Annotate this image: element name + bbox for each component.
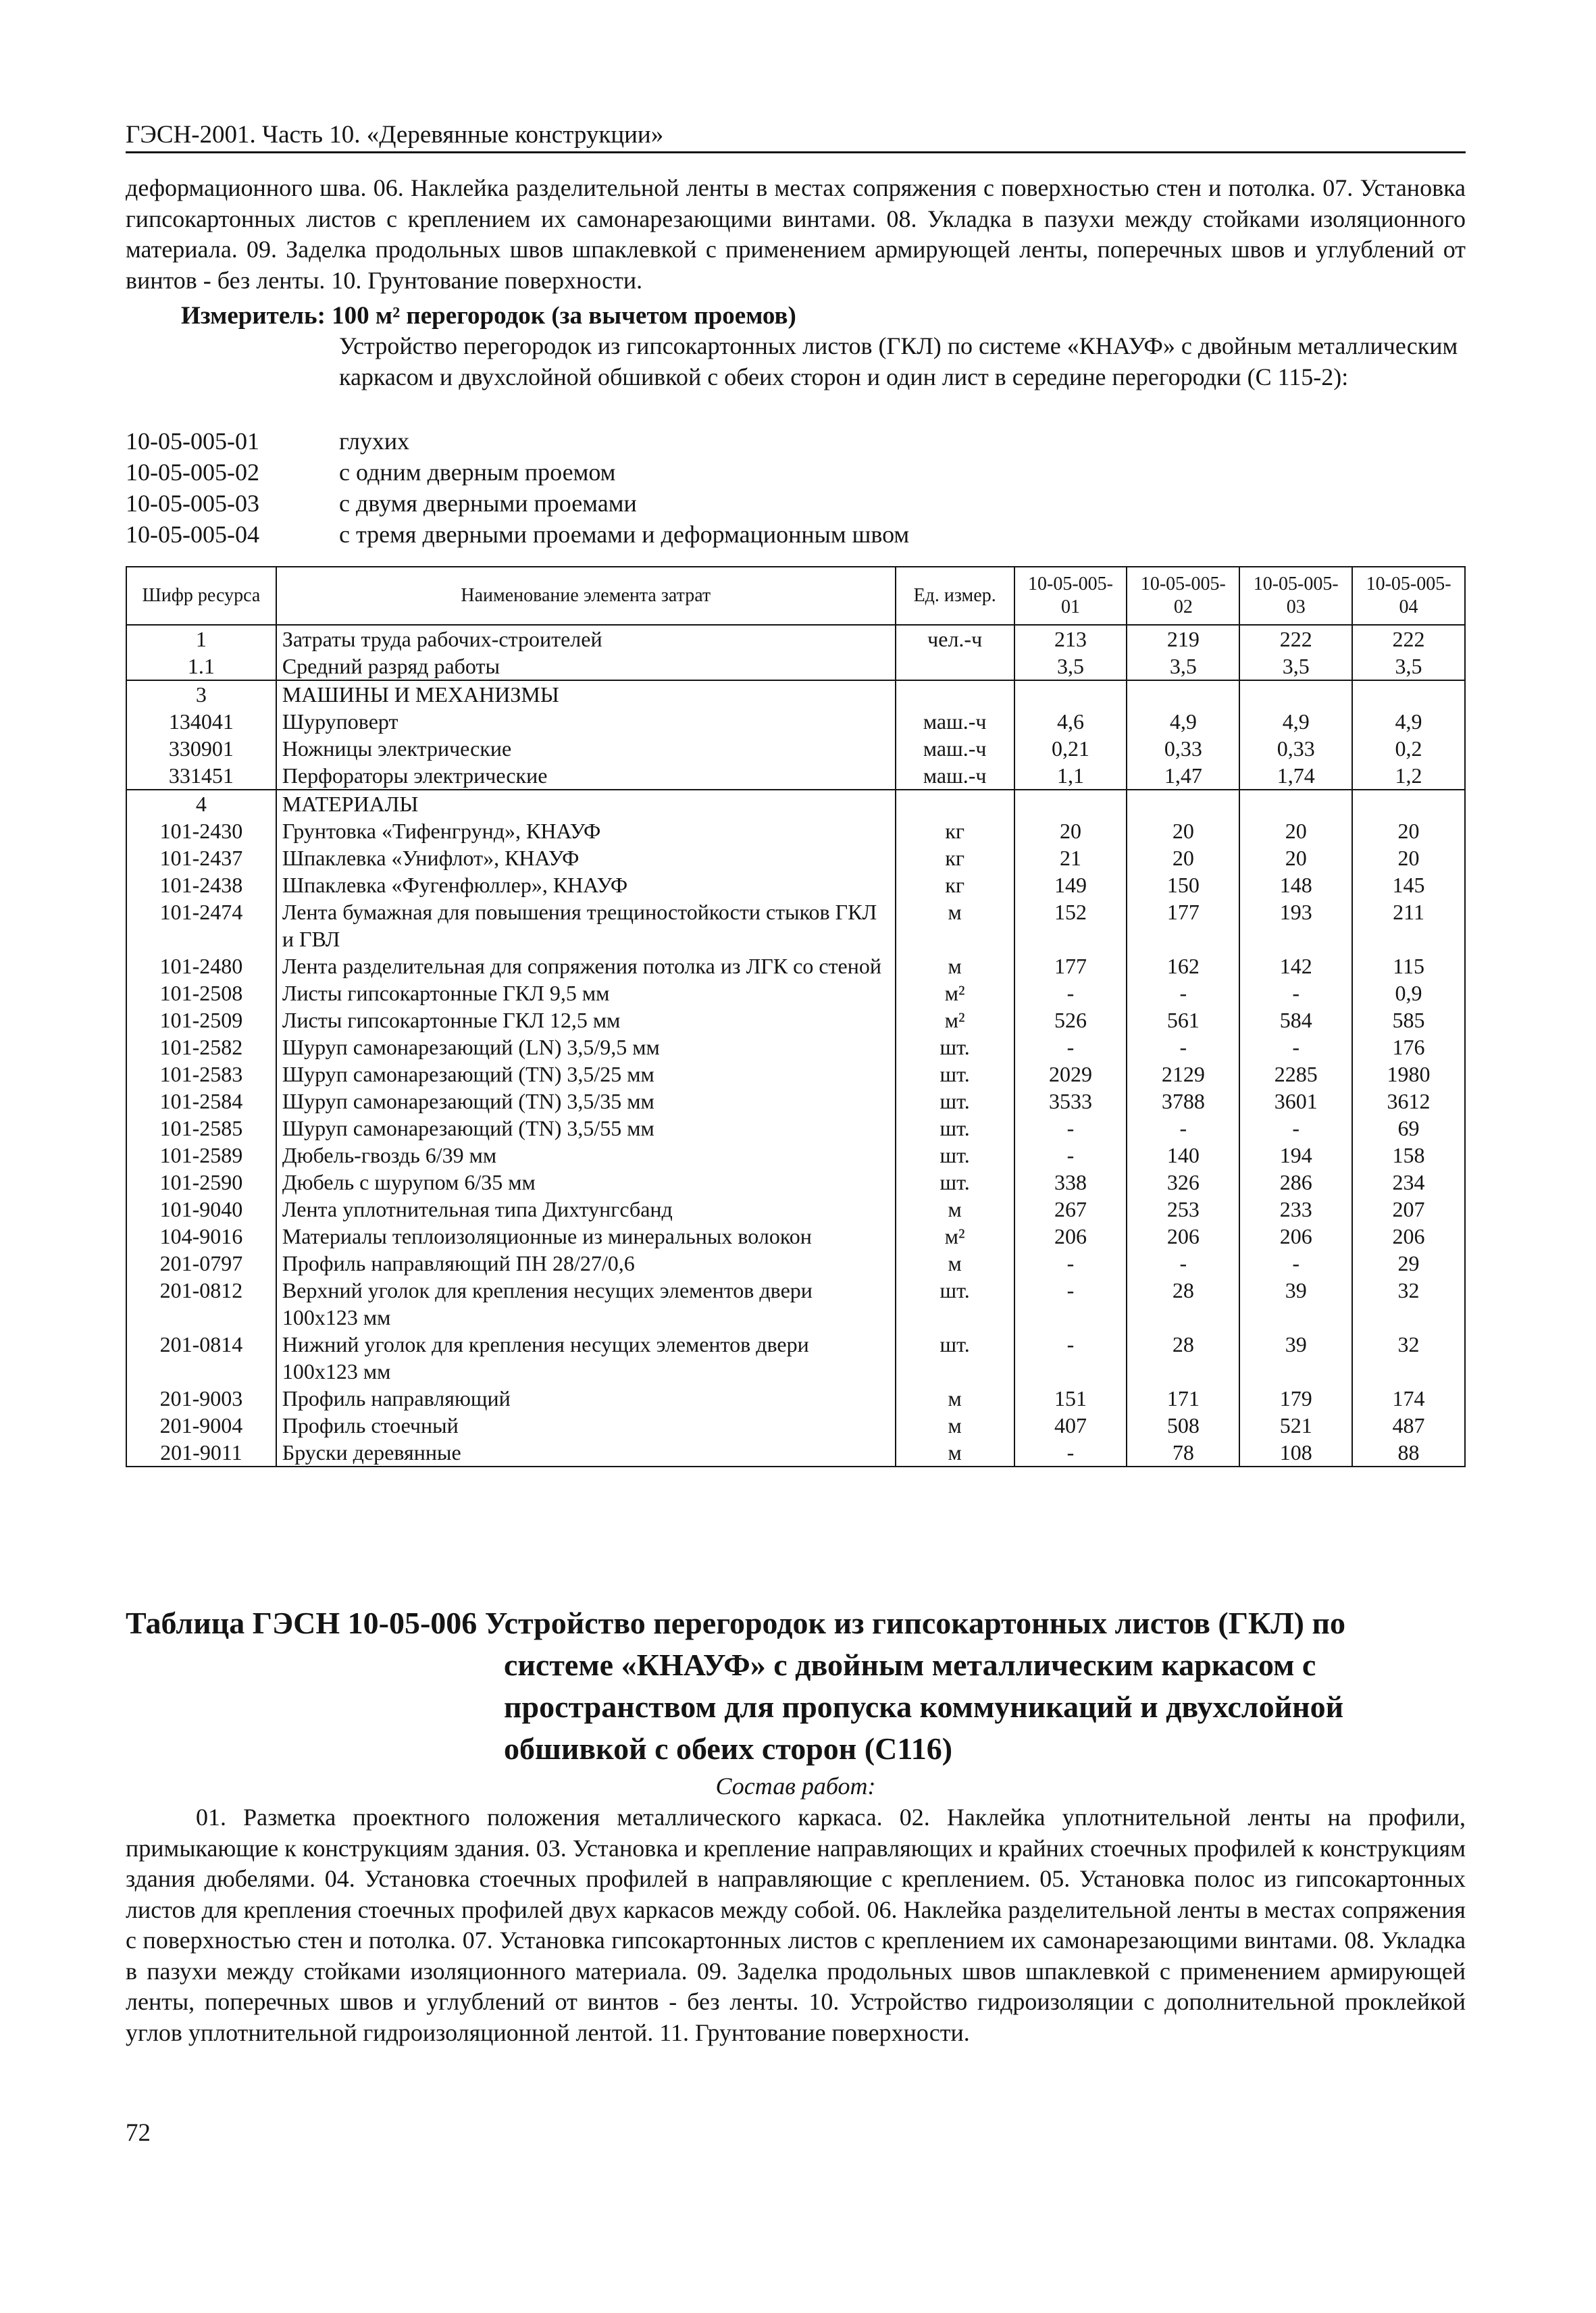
norm-04-cell xyxy=(1352,790,1465,817)
norm-01-cell: 213 xyxy=(1014,625,1127,653)
norm-02-cell: 326 xyxy=(1127,1169,1239,1196)
resource-code-cell: 101-2509 xyxy=(126,1007,276,1034)
norm-01-cell: - xyxy=(1014,1250,1127,1277)
variant-code: 10-05-005-01 xyxy=(126,428,259,455)
cost-element-cell: Шуруп самонарезающий (TN) 3,5/25 мм xyxy=(276,1061,896,1088)
norm-03-cell: 108 xyxy=(1239,1439,1352,1467)
norm-03-cell: 4,9 xyxy=(1239,708,1352,735)
resource-code-cell: 330901 xyxy=(126,735,276,762)
norm-03-cell: 521 xyxy=(1239,1412,1352,1439)
cost-element-cell: Шуруп самонарезающий (LN) 3,5/9,5 мм xyxy=(276,1034,896,1061)
norm-01-cell: 1,1 xyxy=(1014,762,1127,790)
unit-cell xyxy=(896,653,1014,680)
table-row xyxy=(126,762,1465,790)
unit-cell: м xyxy=(896,952,1014,980)
norm-02-cell xyxy=(1127,680,1239,708)
table-row xyxy=(126,680,1465,708)
norm-01-cell: 338 xyxy=(1014,1169,1127,1196)
cost-element-cell: Нижний уголок для крепления несущих элементов двери 100х123 мм xyxy=(276,1331,896,1385)
norm-01-cell: 4,6 xyxy=(1014,708,1127,735)
unit-cell: шт. xyxy=(896,1169,1014,1196)
norm-04-cell: 3612 xyxy=(1352,1088,1465,1115)
resource-code-cell: 201-0812 xyxy=(126,1277,276,1331)
unit-cell: м² xyxy=(896,1223,1014,1250)
norm-03-cell: 3601 xyxy=(1239,1088,1352,1115)
table-row xyxy=(126,952,1465,980)
variant-name: с тремя дверными проемами и деформационным швом xyxy=(339,521,910,548)
table-row xyxy=(126,871,1465,898)
cost-element-cell: Листы гипсокартонные ГКЛ 12,5 мм xyxy=(276,1007,896,1034)
page-number: 72 xyxy=(126,2119,151,2147)
resource-table xyxy=(126,566,1466,1467)
resource-code-cell: 101-2584 xyxy=(126,1088,276,1115)
cost-element-cell: Верхний уголок для крепления несущих элементов двери 100х123 мм xyxy=(276,1277,896,1331)
norm-02-cell: 28 xyxy=(1127,1331,1239,1385)
cost-element-cell: Лента бумажная для повышения трещиностойкости стыков ГКЛ и ГВЛ xyxy=(276,898,896,952)
resource-code-cell: 101-9040 xyxy=(126,1196,276,1223)
norm-04-cell: 20 xyxy=(1352,844,1465,871)
resource-code-cell: 101-2430 xyxy=(126,817,276,844)
cost-element-cell: Шпаклевка «Фугенфюллер», КНАУФ xyxy=(276,871,896,898)
norm-02-cell: 206 xyxy=(1127,1223,1239,1250)
norm-02-cell: - xyxy=(1127,980,1239,1007)
table-row xyxy=(126,1412,1465,1439)
table-header-row xyxy=(126,567,1465,625)
cost-element-cell: Материалы теплоизоляционные из минеральных волокон xyxy=(276,1223,896,1250)
variant-name: глухих xyxy=(339,428,410,455)
norm-04-cell: 32 xyxy=(1352,1277,1465,1331)
variant-code: 10-05-005-03 xyxy=(126,490,259,517)
resource-code-cell: 101-2474 xyxy=(126,898,276,952)
table-row xyxy=(126,1034,1465,1061)
resource-code-cell: 101-2508 xyxy=(126,980,276,1007)
unit-cell: кг xyxy=(896,817,1014,844)
norm-03-cell: 3,5 xyxy=(1239,653,1352,680)
unit-cell: маш.-ч xyxy=(896,735,1014,762)
cost-element-cell: Грунтовка «Тифенгрунд», КНАУФ xyxy=(276,817,896,844)
cost-element-cell: МАШИНЫ И МЕХАНИЗМЫ xyxy=(276,680,896,708)
running-header: ГЭСН-2001. Часть 10. «Деревянные конструкции» xyxy=(126,120,1466,153)
norm-04-cell: 174 xyxy=(1352,1385,1465,1412)
table-row xyxy=(126,1331,1465,1385)
resource-code-cell: 104-9016 xyxy=(126,1223,276,1250)
norm-03-cell: - xyxy=(1239,1250,1352,1277)
norm-02-cell: 78 xyxy=(1127,1439,1239,1467)
variant-list xyxy=(126,426,1466,550)
norm-04-cell: 211 xyxy=(1352,898,1465,952)
norm-04-cell: 206 xyxy=(1352,1223,1465,1250)
resource-code-cell: 201-0797 xyxy=(126,1250,276,1277)
norm-04-cell: 145 xyxy=(1352,871,1465,898)
norm-04-cell: 176 xyxy=(1352,1034,1465,1061)
unit-cell: шт. xyxy=(896,1088,1014,1115)
table-row xyxy=(126,1385,1465,1412)
resource-code-cell: 101-2480 xyxy=(126,952,276,980)
cost-element-cell: Шуруп самонарезающий (TN) 3,5/55 мм xyxy=(276,1115,896,1142)
unit-cell: м xyxy=(896,1385,1014,1412)
norm-04-cell: 487 xyxy=(1352,1412,1465,1439)
norm-02-cell: 561 xyxy=(1127,1007,1239,1034)
norm-01-cell: 149 xyxy=(1014,871,1127,898)
norm-01-cell: - xyxy=(1014,1034,1127,1061)
unit-cell: кг xyxy=(896,844,1014,871)
variant-item xyxy=(126,426,1466,457)
norm-03-cell xyxy=(1239,680,1352,708)
norm-01-cell: 21 xyxy=(1014,844,1127,871)
norm-02-cell: 3,5 xyxy=(1127,653,1239,680)
table-row xyxy=(126,898,1465,952)
norm-01-cell: 526 xyxy=(1014,1007,1127,1034)
norm-01-cell: - xyxy=(1014,1115,1127,1142)
norm-02-cell: - xyxy=(1127,1115,1239,1142)
variant-item xyxy=(126,488,1466,519)
norm-03-cell: 1,74 xyxy=(1239,762,1352,790)
header-resource-code: Шифр ресурса xyxy=(126,567,276,625)
resource-code-cell: 4 xyxy=(126,790,276,817)
unit-cell: м² xyxy=(896,980,1014,1007)
norm-04-cell: 29 xyxy=(1352,1250,1465,1277)
norm-02-cell: 171 xyxy=(1127,1385,1239,1412)
norm-01-cell: 267 xyxy=(1014,1196,1127,1223)
norm-02-cell: 162 xyxy=(1127,952,1239,980)
norm-04-cell: 158 xyxy=(1352,1142,1465,1169)
unit-cell: шт. xyxy=(896,1142,1014,1169)
cost-element-cell: Листы гипсокартонные ГКЛ 9,5 мм xyxy=(276,980,896,1007)
resource-code-cell: 101-2589 xyxy=(126,1142,276,1169)
cost-element-cell: Дюбель-гвоздь 6/39 мм xyxy=(276,1142,896,1169)
norm-02-cell: 3788 xyxy=(1127,1088,1239,1115)
cost-element-cell: Дюбель с шурупом 6/35 мм xyxy=(276,1169,896,1196)
norm-03-cell: 584 xyxy=(1239,1007,1352,1034)
resource-code-cell: 201-0814 xyxy=(126,1331,276,1385)
norm-01-cell: - xyxy=(1014,1142,1127,1169)
table-caption: Устройство перегородок из гипсокартонных листов (ГКЛ) по системе «КНАУФ» с двойным металлическим каркасом и двухслойной обшивкой с обеих сторон и один лист в середине перегородки (С 115-2): xyxy=(339,332,1458,390)
norm-03-cell: 233 xyxy=(1239,1196,1352,1223)
cost-element-cell: Бруски деревянные xyxy=(276,1439,896,1467)
norm-01-cell: 152 xyxy=(1014,898,1127,952)
cost-element-cell: Перфораторы электрические xyxy=(276,762,896,790)
unit-cell: м xyxy=(896,1412,1014,1439)
unit-cell: маш.-ч xyxy=(896,708,1014,735)
unit-cell: м² xyxy=(896,1007,1014,1034)
measurement-unit: Измеритель: 100 м² перегородок (за вычетом проемов) xyxy=(181,302,796,330)
table-row xyxy=(126,1115,1465,1142)
header-unit: Ед. измер. xyxy=(896,567,1014,625)
norm-01-cell: - xyxy=(1014,1277,1127,1331)
norm-01-cell: 3533 xyxy=(1014,1088,1127,1115)
cost-element-cell: Лента разделительная для сопряжения потолка из ЛГК со стеной xyxy=(276,952,896,980)
norm-04-cell: 207 xyxy=(1352,1196,1465,1223)
works-composition-heading: Состав работ: xyxy=(715,1773,876,1800)
norm-02-cell: 219 xyxy=(1127,625,1239,653)
norm-02-cell: 20 xyxy=(1127,844,1239,871)
table-row xyxy=(126,1061,1465,1088)
unit-cell: м xyxy=(896,1250,1014,1277)
norm-02-cell: 253 xyxy=(1127,1196,1239,1223)
table-row xyxy=(126,790,1465,817)
table-row xyxy=(126,625,1465,653)
norm-04-cell xyxy=(1352,680,1465,708)
norm-02-cell: 0,33 xyxy=(1127,735,1239,762)
norm-03-cell: - xyxy=(1239,1115,1352,1142)
resource-code-cell: 1 xyxy=(126,625,276,653)
norm-02-cell: 140 xyxy=(1127,1142,1239,1169)
resource-code-cell: 101-2585 xyxy=(126,1115,276,1142)
table-row xyxy=(126,708,1465,735)
norm-01-cell: 0,21 xyxy=(1014,735,1127,762)
cost-element-cell: Затраты труда рабочих-строителей xyxy=(276,625,896,653)
table-row xyxy=(126,1088,1465,1115)
norm-01-cell: 20 xyxy=(1014,817,1127,844)
resource-code-cell: 101-2582 xyxy=(126,1034,276,1061)
norm-03-cell: 0,33 xyxy=(1239,735,1352,762)
intro-paragraph: деформационного шва. 06. Наклейка разделительной ленты в местах сопряжения с поверхностью стен и потолка. 07. Установка гипсокартонных листов с креплением их самонарезающими винтами. 08. Укладка в пазухи между стойками изоляционного материала. 09. Заделка продольных швов шпаклевкой с применением армирующей ленты, поперечных швов и углублений от винтов - без ленты. 10. Грунтование поверхности. xyxy=(126,174,1466,294)
norm-03-cell: 148 xyxy=(1239,871,1352,898)
resource-code-cell: 101-2590 xyxy=(126,1169,276,1196)
cost-element-cell: Шпаклевка «Унифлот», КНАУФ xyxy=(276,844,896,871)
norm-03-cell: 142 xyxy=(1239,952,1352,980)
norm-03-cell: 222 xyxy=(1239,625,1352,653)
norm-02-cell: 28 xyxy=(1127,1277,1239,1331)
cost-element-cell: Лента уплотнительная типа Дихтунгсбанд xyxy=(276,1196,896,1223)
header-norm-04: 10-05-005-04 xyxy=(1352,567,1465,625)
norm-04-cell: 1,2 xyxy=(1352,762,1465,790)
variant-code: 10-05-005-04 xyxy=(126,521,259,548)
norm-04-cell: 1980 xyxy=(1352,1061,1465,1088)
norm-04-cell: 0,2 xyxy=(1352,735,1465,762)
norm-01-cell xyxy=(1014,680,1127,708)
cost-element-cell: Средний разряд работы xyxy=(276,653,896,680)
unit-cell: м xyxy=(896,1439,1014,1467)
unit-cell xyxy=(896,680,1014,708)
norm-04-cell: 20 xyxy=(1352,817,1465,844)
unit-cell: маш.-ч xyxy=(896,762,1014,790)
resource-code-cell: 331451 xyxy=(126,762,276,790)
norm-03-cell: 179 xyxy=(1239,1385,1352,1412)
norm-01-cell: 3,5 xyxy=(1014,653,1127,680)
norm-01-cell: - xyxy=(1014,980,1127,1007)
table-row xyxy=(126,1439,1465,1467)
norm-03-cell: 20 xyxy=(1239,844,1352,871)
table-row xyxy=(126,1223,1465,1250)
table-row xyxy=(126,844,1465,871)
norm-02-cell: 508 xyxy=(1127,1412,1239,1439)
norm-04-cell: 222 xyxy=(1352,625,1465,653)
norm-02-cell: 177 xyxy=(1127,898,1239,952)
resource-code-cell: 3 xyxy=(126,680,276,708)
unit-cell: м xyxy=(896,898,1014,952)
variant-item xyxy=(126,519,1466,550)
norm-02-cell: - xyxy=(1127,1034,1239,1061)
norm-01-cell: 2029 xyxy=(1014,1061,1127,1088)
unit-cell: чел.-ч xyxy=(896,625,1014,653)
norm-04-cell: 585 xyxy=(1352,1007,1465,1034)
norm-04-cell: 0,9 xyxy=(1352,980,1465,1007)
norm-03-cell: 39 xyxy=(1239,1331,1352,1385)
table-row xyxy=(126,980,1465,1007)
norm-03-cell: 2285 xyxy=(1239,1061,1352,1088)
norm-01-cell: - xyxy=(1014,1331,1127,1385)
norm-04-cell: 115 xyxy=(1352,952,1465,980)
table-row xyxy=(126,1142,1465,1169)
cost-element-cell: Шуруп самонарезающий (TN) 3,5/35 мм xyxy=(276,1088,896,1115)
resource-code-cell: 134041 xyxy=(126,708,276,735)
norm-04-cell: 234 xyxy=(1352,1169,1465,1196)
resource-code-cell: 201-9004 xyxy=(126,1412,276,1439)
unit-cell: шт. xyxy=(896,1331,1014,1385)
norm-01-cell: - xyxy=(1014,1439,1127,1467)
header-norm-02: 10-05-005-02 xyxy=(1127,567,1239,625)
header-norm-01: 10-05-005-01 xyxy=(1014,567,1127,625)
resource-code-cell: 101-2583 xyxy=(126,1061,276,1088)
norm-01-cell: 151 xyxy=(1014,1385,1127,1412)
next-table-title xyxy=(126,1602,1466,1770)
table-row xyxy=(126,1250,1465,1277)
variant-name: с двумя дверными проемами xyxy=(339,490,637,517)
norm-03-cell: 286 xyxy=(1239,1169,1352,1196)
cost-element-cell: Профиль направляющий ПН 28/27/0,6 xyxy=(276,1250,896,1277)
table-row xyxy=(126,735,1465,762)
norm-04-cell: 3,5 xyxy=(1352,653,1465,680)
norm-02-cell: 20 xyxy=(1127,817,1239,844)
unit-cell: кг xyxy=(896,871,1014,898)
norm-02-cell: - xyxy=(1127,1250,1239,1277)
norm-02-cell: 4,9 xyxy=(1127,708,1239,735)
variant-name: с одним дверным проемом xyxy=(339,459,616,486)
norm-03-cell: 206 xyxy=(1239,1223,1352,1250)
norm-03-cell: 39 xyxy=(1239,1277,1352,1331)
next-table-title-line1: Таблица ГЭСН 10-05-006 Устройство перегородок из гипсокартонных листов (ГКЛ) по xyxy=(126,1606,1345,1640)
unit-cell: шт. xyxy=(896,1061,1014,1088)
norm-04-cell: 4,9 xyxy=(1352,708,1465,735)
table-row xyxy=(126,1169,1465,1196)
norm-01-cell: 177 xyxy=(1014,952,1127,980)
norm-02-cell: 2129 xyxy=(1127,1061,1239,1088)
unit-cell xyxy=(896,790,1014,817)
norm-03-cell: - xyxy=(1239,980,1352,1007)
norm-02-cell: 1,47 xyxy=(1127,762,1239,790)
unit-cell: шт. xyxy=(896,1115,1014,1142)
header-norm-03: 10-05-005-03 xyxy=(1239,567,1352,625)
cost-element-cell: МАТЕРИАЛЫ xyxy=(276,790,896,817)
table-row xyxy=(126,653,1465,680)
cost-element-cell: Ножницы электрические xyxy=(276,735,896,762)
header-cost-element: Наименование элемента затрат xyxy=(276,567,896,625)
resource-code-cell: 101-2437 xyxy=(126,844,276,871)
variant-code: 10-05-005-02 xyxy=(126,459,259,486)
unit-cell: шт. xyxy=(896,1034,1014,1061)
norm-03-cell: 193 xyxy=(1239,898,1352,952)
resource-code-cell: 201-9003 xyxy=(126,1385,276,1412)
table-row xyxy=(126,1196,1465,1223)
norm-03-cell: 194 xyxy=(1239,1142,1352,1169)
resource-code-cell: 1.1 xyxy=(126,653,276,680)
unit-cell: м xyxy=(896,1196,1014,1223)
works-paragraph: 01. Разметка проектного положения металлического каркаса. 02. Наклейка уплотнительной ленты на профили, примыкающие к конструкциям здания. 03. Установка и крепление направляющих и крайних стоечных профилей к конструкциям здания дюбелями. 04. Установка стоечных профилей в направляющие с креплением. 05. Установка полос из гипсокартонных листов для крепления стоечных профилей двух каркасов между собой. 06. Наклейка разделительной ленты в местах сопряжения с поверхностью стен и потолка. 07. Установка гипсокартонных листов с креплением их самонарезающими винтами. 08. Укладка в пазухи между стойками изоляционного материала. 09. Заделка продольных швов шпаклевкой с применением армирующей ленты, поперечных швов и углублений от винтов - без ленты. 10. Устройство гидроизоляции с дополнительной проклейкой углов уплотнительной гидроизоляционной лентой. 11. Грунтование поверхности. xyxy=(126,1804,1466,2046)
cost-element-cell: Шуруповерт xyxy=(276,708,896,735)
norm-01-cell: 407 xyxy=(1014,1412,1127,1439)
cost-element-cell: Профиль направляющий xyxy=(276,1385,896,1412)
norm-03-cell xyxy=(1239,790,1352,817)
norm-02-cell xyxy=(1127,790,1239,817)
next-table-title-rest: системе «КНАУФ» с двойным металлическим каркасом с пространством для пропуска коммуникаций и двухслойной обшивкой с обеих сторон (С116) xyxy=(504,1648,1344,1766)
table-body xyxy=(126,625,1465,1467)
table-row xyxy=(126,1277,1465,1331)
norm-04-cell: 69 xyxy=(1352,1115,1465,1142)
norm-02-cell: 150 xyxy=(1127,871,1239,898)
resource-code-cell: 101-2438 xyxy=(126,871,276,898)
table-row xyxy=(126,817,1465,844)
variant-item xyxy=(126,457,1466,488)
norm-01-cell xyxy=(1014,790,1127,817)
resource-code-cell: 201-9011 xyxy=(126,1439,276,1467)
cost-element-cell: Профиль стоечный xyxy=(276,1412,896,1439)
table-row xyxy=(126,1007,1465,1034)
unit-cell: шт. xyxy=(896,1277,1014,1331)
norm-04-cell: 88 xyxy=(1352,1439,1465,1467)
norm-03-cell: - xyxy=(1239,1034,1352,1061)
norm-03-cell: 20 xyxy=(1239,817,1352,844)
norm-01-cell: 206 xyxy=(1014,1223,1127,1250)
norm-04-cell: 32 xyxy=(1352,1331,1465,1385)
